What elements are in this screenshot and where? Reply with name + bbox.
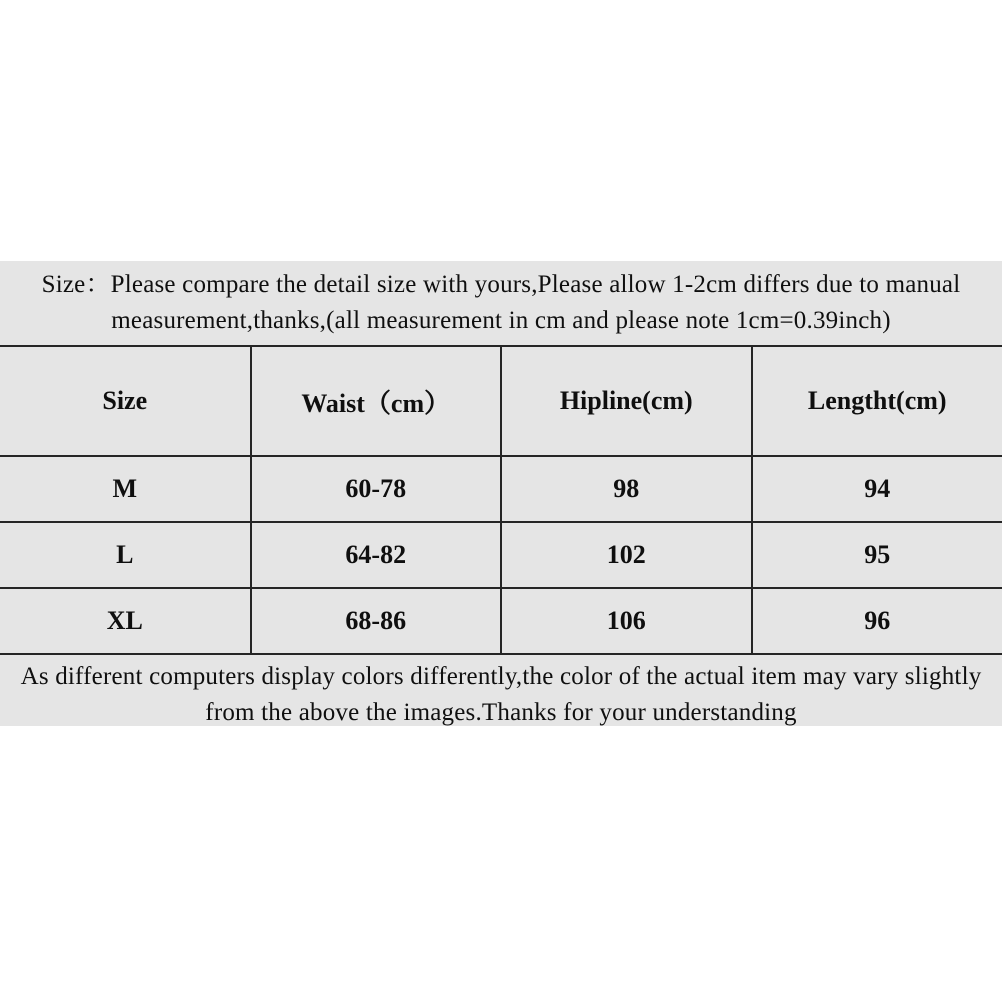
color-disclaimer-note — [0, 655, 1002, 726]
table-row — [0, 588, 1002, 654]
table-row — [0, 456, 1002, 522]
column-header-hipline: Hipline(cm) — [501, 346, 752, 456]
cell-hipline: 102 — [501, 522, 752, 588]
cell-length: 95 — [752, 522, 1002, 588]
size-note-label: Size： — [41, 271, 111, 298]
cell-length: 96 — [752, 588, 1002, 654]
size-note-text: Please compare the detail size with yours,Please allow 1-2cm differs due to manual measurement,thanks,(all measurement in cm and please note 1cm=0.39inch) — [110, 271, 961, 334]
cell-size: L — [0, 522, 251, 588]
cell-length: 94 — [752, 456, 1002, 522]
cell-waist: 68-86 — [251, 588, 502, 654]
cell-size: M — [0, 456, 251, 522]
color-disclaimer-text: As different computers display colors differently,the color of the actual item may vary slightly from the above the images.Thanks for your understanding — [20, 663, 982, 726]
column-header-waist: Waist（cm） — [251, 346, 502, 456]
cell-waist: 64-82 — [251, 522, 502, 588]
cell-size: XL — [0, 588, 251, 654]
cell-hipline: 98 — [501, 456, 752, 522]
size-table — [0, 345, 1002, 655]
table-row — [0, 522, 1002, 588]
column-header-size: Size — [0, 346, 251, 456]
cell-hipline: 106 — [501, 588, 752, 654]
size-chart-block — [0, 261, 1002, 726]
cell-waist: 60-78 — [251, 456, 502, 522]
size-note — [0, 261, 1002, 345]
column-header-length: Lengtht(cm) — [752, 346, 1002, 456]
table-header-row — [0, 346, 1002, 456]
